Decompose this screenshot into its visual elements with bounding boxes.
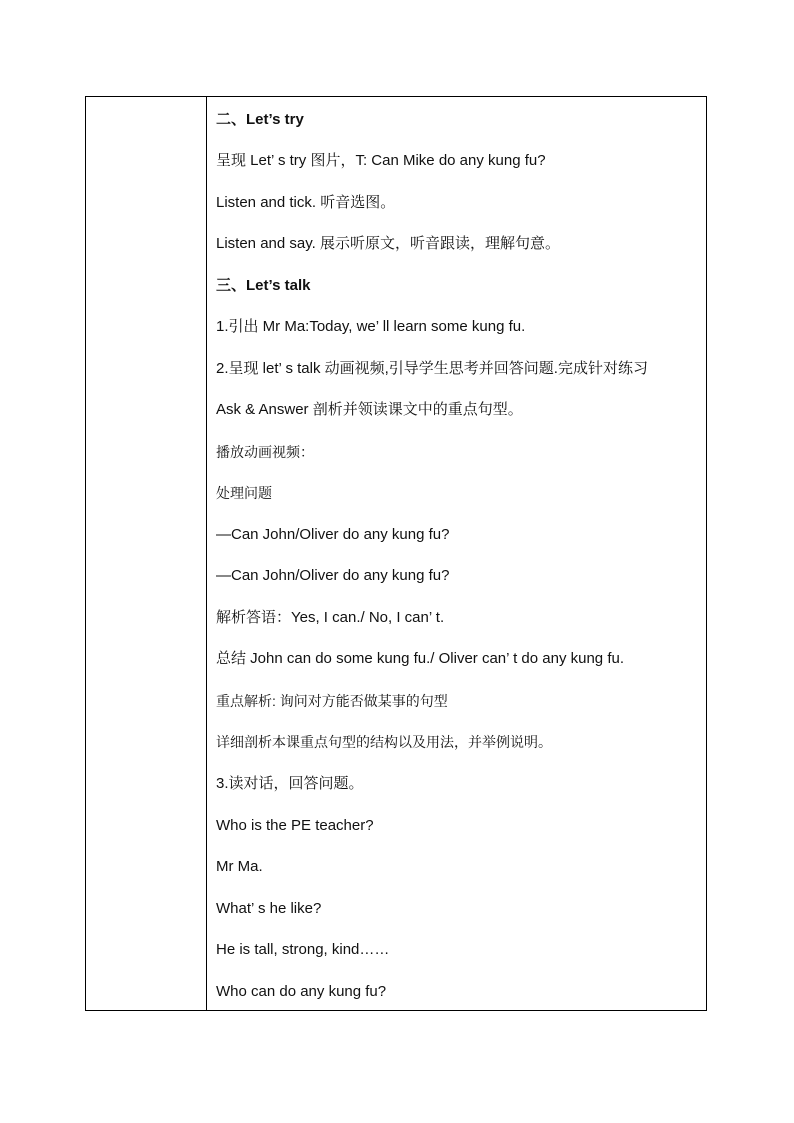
text-line: Ask & Answer 剖析并领读课文中的重点句型。 [216, 401, 523, 418]
text-line: 总结 John can do some kung fu./ Oliver can’ t do any kung fu. [216, 650, 624, 667]
section-heading-lets-try: 二、Let’s try [216, 111, 304, 128]
text-line: Listen and say. 展示听原文，听音跟读，理解句意。 [216, 235, 560, 252]
text-line: 处理问题 [216, 485, 272, 501]
text-line: 1.引出 Mr Ma:Today, we’ ll learn some kung fu. [216, 318, 526, 335]
text-line: —Can John/Oliver do any kung fu? [216, 526, 450, 543]
text-line: 重点解析: 询问对方能否做某事的句型 [216, 693, 448, 709]
text-line: What’ s he like? [216, 900, 322, 917]
text-line: —Can John/Oliver do any kung fu? [216, 567, 450, 584]
lesson-plan-table [85, 96, 707, 1011]
text-line: Mr Ma. [216, 858, 263, 875]
section-heading-lets-talk: 三、Let’s talk [216, 277, 311, 294]
text-line: 播放动画视频： [216, 444, 314, 460]
right-column-cell [207, 97, 706, 1010]
text-line: 详细剖析本课重点句型的结构以及用法，并举例说明。 [216, 734, 552, 750]
text-line: 呈现 Let’ s try 图片，T: Can Mike do any kung fu? [216, 152, 546, 169]
text-line: Who can do any kung fu? [216, 983, 387, 1000]
left-column-cell [86, 97, 207, 1010]
text-line: He is tall, strong, kind…… [216, 941, 390, 958]
text-line: Listen and tick. 听音选图。 [216, 194, 396, 211]
text-line: Who is the PE teacher? [216, 817, 374, 834]
text-line: 3.读对话，回答问题。 [216, 775, 364, 792]
text-line: 解析答语：Yes, I can./ No, I can’ t. [216, 609, 445, 626]
text-line: 2.呈现 let’ s talk 动画视频,引导学生思考并回答问题.完成针对练习 [216, 360, 648, 377]
